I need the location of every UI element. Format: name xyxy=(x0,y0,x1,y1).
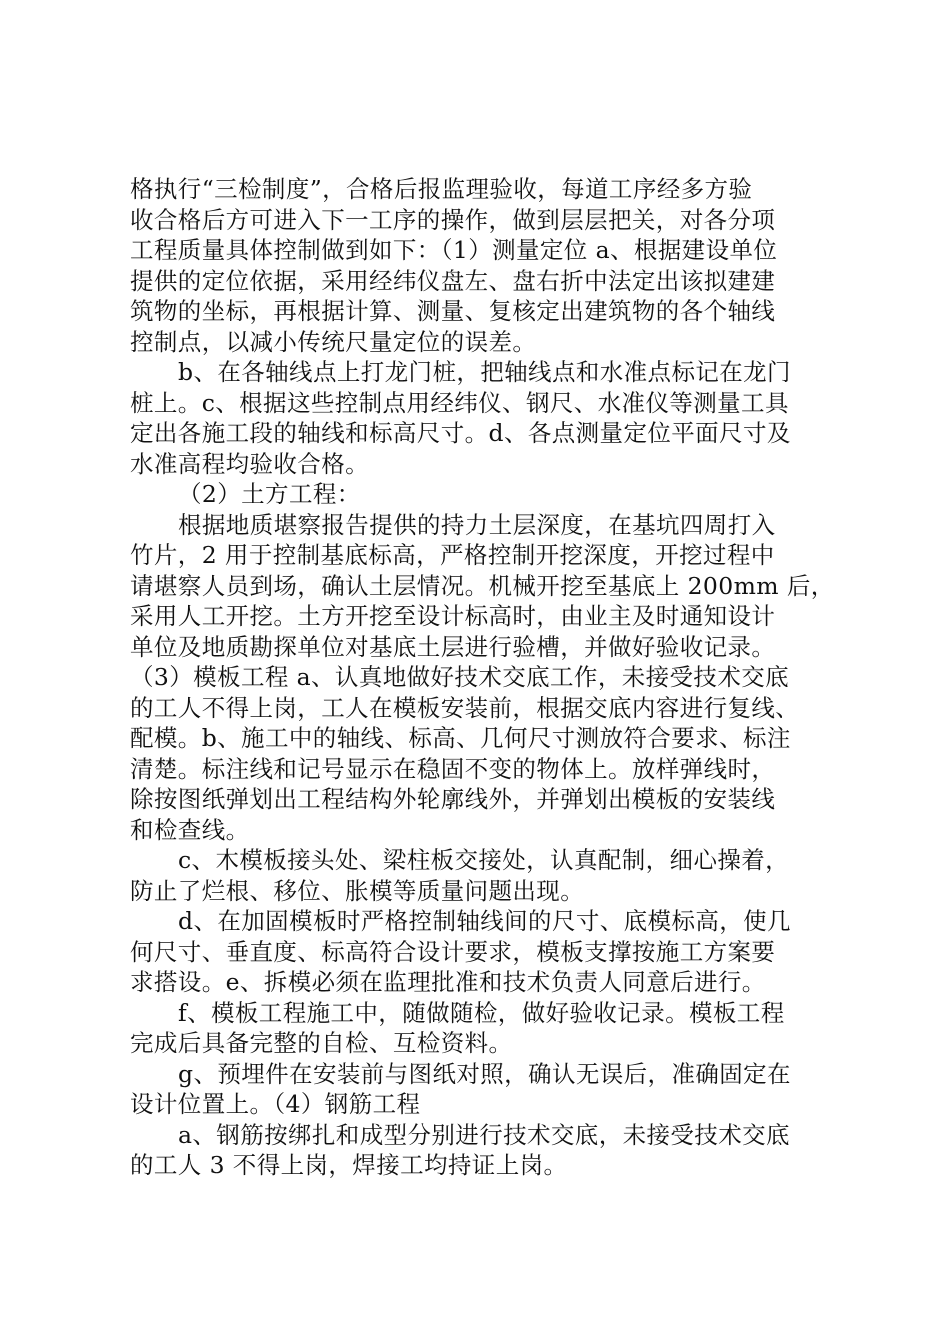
text-line: f、模板工程施工中，随做随检，做好验收记录。模板工程 xyxy=(178,998,785,1027)
text-line: a、钢筋按绑扎和成型分别进行技术交底，未接受技术交底 xyxy=(178,1120,790,1149)
text-line: 求搭设。e、拆模必须在监理批准和技术负责人同意后进行。 xyxy=(130,968,766,996)
text-line: 配模。b、施工中的轴线、标高、几何尺寸测放符合要求、标注 xyxy=(130,724,791,752)
text-line: 的工人 3 不得上岗，焊接工均持证上岗。 xyxy=(130,1151,568,1179)
text-line: 水准高程均验收合格。 xyxy=(130,449,369,478)
text-line: g、预埋件在安装前与图纸对照，确认无误后，准确固定在 xyxy=(178,1059,791,1088)
text-line: 完成后具备完整的自检、互检资料。 xyxy=(130,1029,513,1057)
text-line: 何尺寸、垂直度、标高符合设计要求，模板支撑按施工方案要 xyxy=(130,937,776,966)
text-line: b、在各轴线点上打龙门桩，把轴线点和水准点标记在龙门 xyxy=(178,358,791,386)
text-line: 竹片，2 用于控制基底标高，严格控制开挖深度，开挖过程中 xyxy=(130,541,775,569)
text-line: 格执行“三检制度”，合格后报监理验收，每道工序经多方验 xyxy=(130,175,753,203)
text-line: 根据地质堪察报告提供的持力土层深度，在基坑四周打入 xyxy=(178,510,776,539)
text-line: 工程质量具体控制做到如下：（1）测量定位 a、根据建设单位 xyxy=(130,236,778,264)
text-line: c、木模板接头处、梁柱板交接处，认真配制，细心操着， xyxy=(178,846,790,874)
text-line: 控制点，以减小传统尺量定位的误差。 xyxy=(130,327,537,356)
text-line: 防止了烂根、移位、胀模等质量问题出现。 xyxy=(130,876,585,905)
text-line: 请堪察人员到场，确认土层情况。机械开挖至基底上 200mm 后， xyxy=(130,571,835,600)
text-line: 收合格后方可进入下一工序的操作，做到层层把关，对各分项 xyxy=(130,205,776,234)
document-body xyxy=(130,174,835,1181)
text-line: 筑物的坐标，再根据计算、测量、复核定出建筑物的各个轴线 xyxy=(130,297,776,325)
text-line: 提供的定位依据，采用经纬仪盘左、盘右折中法定出该拟建建 xyxy=(130,266,776,295)
text-line: 采用人工开挖。土方开挖至设计标高时，由业主及时通知设计 xyxy=(130,602,776,630)
text-line: 定出各施工段的轴线和标高尺寸。d、各点测量定位平面尺寸及 xyxy=(130,419,791,447)
text-line: d、在加固模板时严格控制轴线间的尺寸、底模标高，使几 xyxy=(178,907,791,935)
text-line: 和检查线。 xyxy=(130,815,250,844)
text-line: 设计位置上。（4）钢筋工程 xyxy=(130,1090,421,1118)
text-line: 除按图纸弹划出工程结构外轮廓线外，并弹划出模板的安装线 xyxy=(130,785,776,813)
text-line: （3）模板工程 a、认真地做好技术交底工作，未接受技术交底 xyxy=(130,663,790,691)
text-line: 的工人不得上岗，工人在模板安装前，根据交底内容进行复线、 xyxy=(130,693,800,722)
text-line: （2）土方工程： xyxy=(178,480,361,508)
text-line: 单位及地质勘探单位对基底土层进行验槽，并做好验收记录。 xyxy=(130,632,776,661)
text-line: 桩上。c、根据这些控制点用经纬仪、钢尺、水准仪等测量工具 xyxy=(130,388,789,417)
text-line: 清楚。标注线和记号显示在稳固不变的物体上。放样弹线时， xyxy=(130,754,776,783)
